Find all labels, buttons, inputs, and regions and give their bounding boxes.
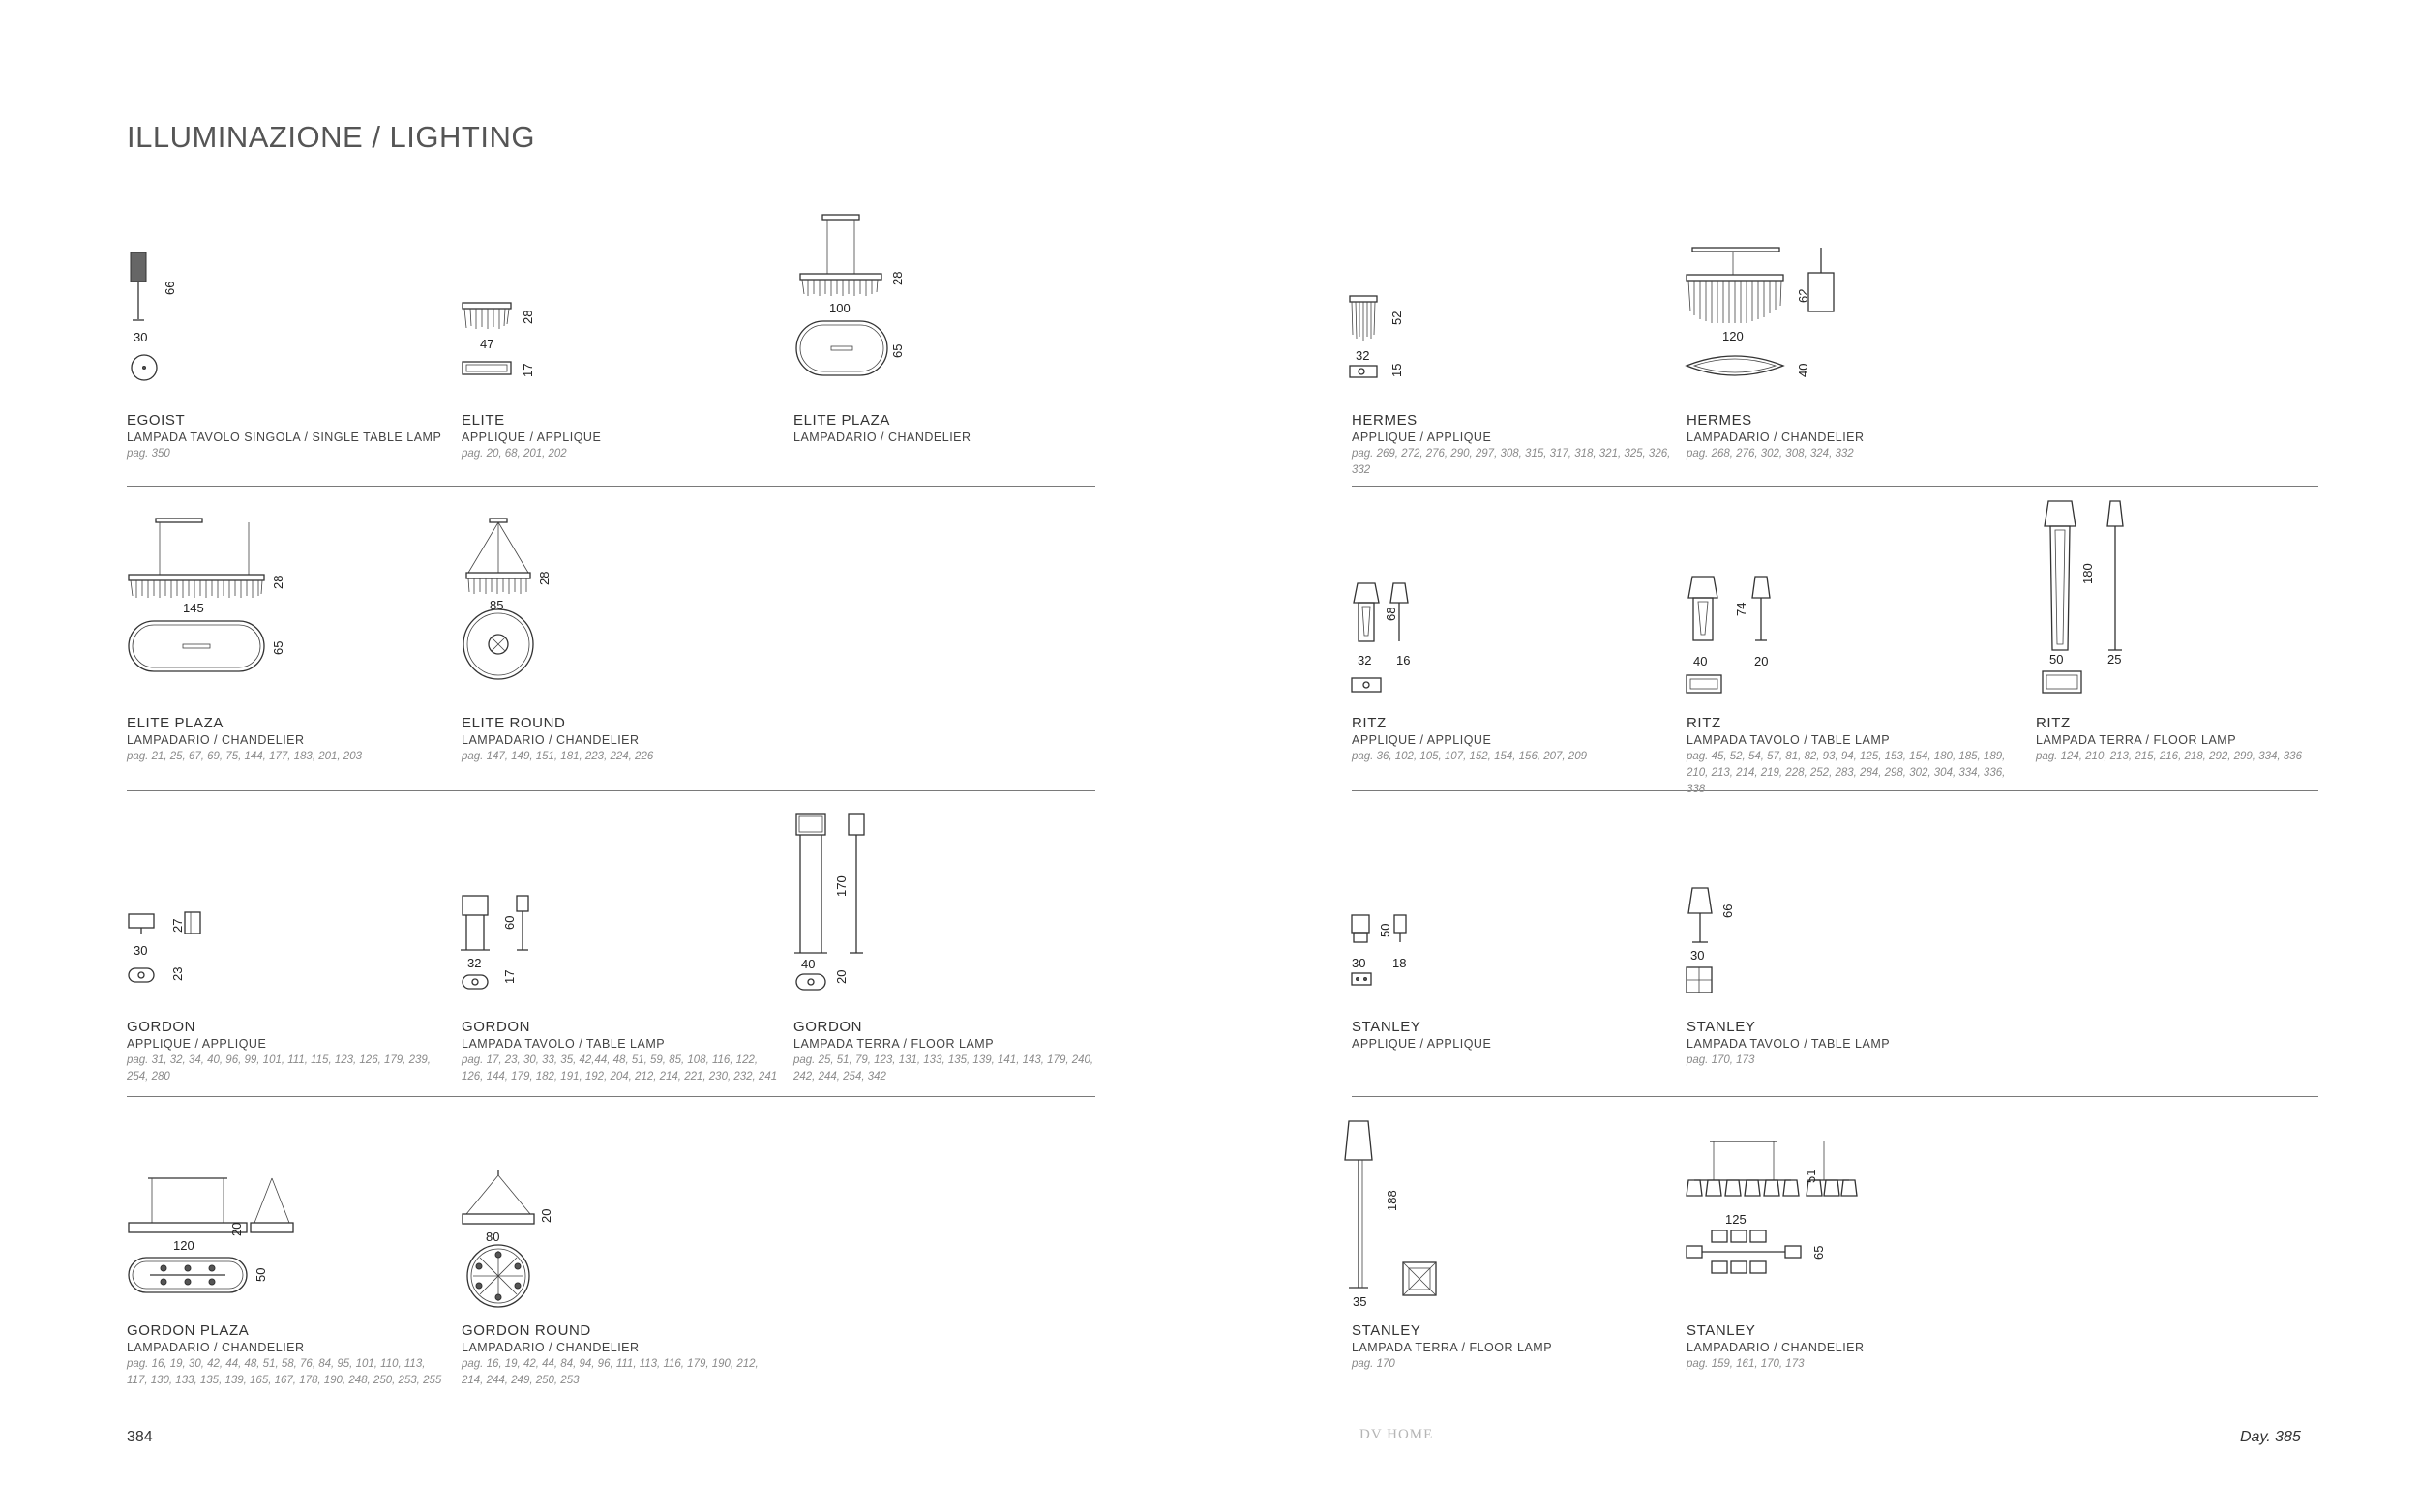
product-name: ELITE PLAZA <box>793 412 890 429</box>
product-pages: pag. 21, 25, 67, 69, 75, 144, 177, 183, 201, 203 <box>127 751 362 762</box>
svg-text:40: 40 <box>1796 363 1810 377</box>
product-name: GORDON ROUND <box>462 1322 591 1339</box>
product-type: LAMPADA TAVOLO / TABLE LAMP <box>1687 1037 1891 1051</box>
svg-text:17: 17 <box>521 363 535 377</box>
svg-text:23: 23 <box>170 966 185 981</box>
stanley-floor-drawing <box>1335 1117 1442 1311</box>
product-type: APPLIQUE / APPLIQUE <box>1352 733 1492 747</box>
svg-text:28: 28 <box>890 271 905 285</box>
svg-text:65: 65 <box>271 640 285 655</box>
product-pages: pag. 25, 51, 79, 123, 131, 133, 135, 139, 141, 143, 179, 240, 242, 244, 254, 342 <box>793 1054 1094 1082</box>
svg-text:18: 18 <box>1392 956 1407 970</box>
product-type: LAMPADA TERRA / FLOOR LAMP <box>793 1037 995 1051</box>
product-pages: pag. 268, 276, 302, 308, 324, 332 <box>1687 448 1854 460</box>
svg-text:35: 35 <box>1353 1294 1367 1309</box>
ritz-floor-drawing <box>2037 495 2153 703</box>
product-pages: pag. 170 <box>1352 1358 1395 1370</box>
product-pages: pag. 16, 19, 30, 42, 44, 48, 51, 58, 76, 84, 95, 101, 110, 113, 117, 130, 133, 135, 139, 165, 167, 178, 190, 248, 250, 253, 255 <box>127 1358 442 1386</box>
product-name: RITZ <box>1687 715 1721 731</box>
svg-text:66: 66 <box>163 281 177 295</box>
ritz-applique-drawing <box>1340 576 1447 701</box>
svg-text:188: 188 <box>1385 1190 1399 1211</box>
svg-text:51: 51 <box>1804 1169 1818 1183</box>
svg-text:30: 30 <box>1690 948 1705 963</box>
product-type: LAMPADARIO / CHANDELIER <box>462 733 640 747</box>
svg-text:85: 85 <box>490 598 504 612</box>
product-type: LAMPADA TERRA / FLOOR LAMP <box>1352 1341 1553 1354</box>
svg-text:32: 32 <box>467 956 482 970</box>
row-divider <box>127 1096 1095 1097</box>
product-pages: pag. 45, 52, 54, 57, 81, 82, 93, 94, 125, 153, 154, 180, 185, 189, 210, 213, 214, 219, 228, 252, 283, 284, 298, 302, 304, 334, 336, 338 <box>1687 751 2006 795</box>
product-type: LAMPADARIO / CHANDELIER <box>1687 430 1865 444</box>
row-divider <box>1352 486 2318 487</box>
svg-text:32: 32 <box>1356 348 1370 363</box>
product-type: LAMPADA TAVOLO / TABLE LAMP <box>462 1037 666 1051</box>
hermes-chandelier-drawing <box>1679 242 1853 387</box>
elite-drawing <box>455 295 552 392</box>
product-name: GORDON <box>793 1019 863 1035</box>
svg-text:17: 17 <box>502 969 517 984</box>
product-name: STANLEY <box>1352 1019 1421 1035</box>
product-name: STANLEY <box>1687 1019 1756 1035</box>
product-pages: pag. 147, 149, 151, 181, 223, 224, 226 <box>462 751 654 762</box>
elite-round-drawing <box>455 513 571 687</box>
product-type: LAMPADARIO / CHANDELIER <box>793 430 971 444</box>
svg-text:180: 180 <box>2080 563 2095 584</box>
product-name: STANLEY <box>1687 1322 1756 1339</box>
svg-text:28: 28 <box>271 575 285 589</box>
product-type: LAMPADARIO / CHANDELIER <box>1687 1341 1865 1354</box>
product-pages: pag. 269, 272, 276, 290, 297, 308, 315, 317, 318, 321, 325, 326, 332 <box>1352 448 1671 476</box>
svg-text:125: 125 <box>1725 1212 1747 1227</box>
svg-text:50: 50 <box>1378 923 1392 937</box>
svg-text:28: 28 <box>521 310 535 324</box>
ritz-table-drawing <box>1679 569 1795 704</box>
svg-text:80: 80 <box>486 1230 500 1244</box>
product-pages: pag. 350 <box>127 448 170 460</box>
svg-text:25: 25 <box>2107 652 2122 667</box>
product-pages: pag. 20, 68, 201, 202 <box>462 448 567 460</box>
svg-text:30: 30 <box>134 330 148 344</box>
svg-text:74: 74 <box>1734 602 1748 616</box>
product-name: GORDON PLAZA <box>127 1322 250 1339</box>
product-name: ELITE PLAZA <box>127 715 224 731</box>
product-name: STANLEY <box>1352 1322 1421 1339</box>
svg-text:28: 28 <box>537 571 552 585</box>
product-type: LAMPADA TAVOLO / TABLE LAMP <box>1687 733 1891 747</box>
svg-text:40: 40 <box>1693 654 1708 668</box>
gordon-round-drawing <box>455 1166 561 1311</box>
product-type: APPLIQUE / APPLIQUE <box>1352 430 1492 444</box>
stanley-chandelier-drawing <box>1679 1132 1872 1296</box>
gordon-applique-drawing <box>121 904 227 992</box>
svg-text:47: 47 <box>480 337 494 351</box>
left-page-number: 384 <box>127 1429 153 1445</box>
svg-text:120: 120 <box>173 1238 194 1253</box>
product-pages: pag. 31, 32, 34, 40, 96, 99, 101, 111, 115, 123, 126, 179, 239, 254, 280 <box>127 1054 431 1082</box>
svg-text:60: 60 <box>502 915 517 930</box>
product-type: LAMPADARIO / CHANDELIER <box>127 1341 305 1354</box>
product-pages: pag. 124, 210, 213, 215, 216, 218, 292, 299, 334, 336 <box>2036 751 2302 762</box>
product-name: RITZ <box>1352 715 1387 731</box>
product-name: HERMES <box>1687 412 1752 429</box>
product-name: RITZ <box>2036 715 2071 731</box>
brand-logo: DV HOME <box>1359 1427 1434 1442</box>
svg-text:100: 100 <box>829 301 851 315</box>
right-page-number: Day. 385 <box>2240 1429 2301 1445</box>
product-name: HERMES <box>1352 412 1418 429</box>
gordon-table-drawing <box>455 890 561 996</box>
svg-text:68: 68 <box>1384 607 1398 621</box>
svg-text:145: 145 <box>183 601 204 615</box>
product-type: APPLIQUE / APPLIQUE <box>462 430 602 444</box>
product-pages: pag. 170, 173 <box>1687 1054 1755 1066</box>
svg-text:30: 30 <box>1352 956 1366 970</box>
row-divider <box>127 790 1095 791</box>
svg-text:62: 62 <box>1796 288 1810 303</box>
product-type: APPLIQUE / APPLIQUE <box>1352 1037 1492 1051</box>
product-name: ELITE <box>462 412 505 429</box>
row-divider <box>127 486 1095 487</box>
svg-text:15: 15 <box>1389 363 1404 377</box>
svg-text:20: 20 <box>539 1208 553 1223</box>
product-type: LAMPADA TAVOLO SINGOLA / SINGLE TABLE LAMP <box>127 430 442 444</box>
product-type: LAMPADA TERRA / FLOOR LAMP <box>2036 733 2237 747</box>
stanley-applique-drawing <box>1340 909 1447 996</box>
product-pages: pag. 16, 19, 42, 44, 84, 94, 96, 111, 113, 116, 179, 190, 212, 214, 244, 249, 250, 253 <box>462 1358 759 1386</box>
svg-text:65: 65 <box>1811 1245 1826 1260</box>
svg-text:32: 32 <box>1358 653 1372 667</box>
elite-plaza-drawing <box>789 211 924 385</box>
egoist-drawing <box>121 247 198 392</box>
svg-text:20: 20 <box>229 1222 244 1236</box>
gordon-plaza-drawing <box>121 1171 305 1306</box>
svg-text:20: 20 <box>834 969 849 984</box>
svg-text:27: 27 <box>170 918 185 933</box>
product-name: GORDON <box>127 1019 196 1035</box>
product-pages: pag. 17, 23, 30, 33, 35, 42,44, 48, 51, 59, 85, 108, 116, 122, 126, 144, 179, 182, 191, 192, 204, 212, 214, 221, 230, 232, 241 <box>462 1054 778 1082</box>
svg-text:52: 52 <box>1389 311 1404 325</box>
product-pages: pag. 36, 102, 105, 107, 152, 154, 156, 207, 209 <box>1352 751 1587 762</box>
gordon-floor-drawing <box>789 808 895 996</box>
product-pages: pag. 159, 161, 170, 173 <box>1687 1358 1805 1370</box>
product-type: APPLIQUE / APPLIQUE <box>127 1037 267 1051</box>
hermes-applique-drawing <box>1340 290 1418 387</box>
page-title: ILLUMINAZIONE / LIGHTING <box>127 120 535 154</box>
svg-text:120: 120 <box>1722 329 1744 343</box>
svg-text:30: 30 <box>134 943 148 958</box>
svg-text:65: 65 <box>890 343 905 358</box>
row-divider <box>1352 1096 2318 1097</box>
stanley-table-drawing <box>1679 882 1785 998</box>
product-name: ELITE ROUND <box>462 715 566 731</box>
elite-plaza-145-drawing <box>121 513 295 677</box>
svg-text:16: 16 <box>1396 653 1411 667</box>
product-name: GORDON <box>462 1019 531 1035</box>
product-name: EGOIST <box>127 412 186 429</box>
svg-text:50: 50 <box>2049 652 2064 667</box>
svg-text:50: 50 <box>254 1267 268 1282</box>
svg-text:66: 66 <box>1720 904 1735 918</box>
svg-text:20: 20 <box>1754 654 1769 668</box>
product-type: LAMPADARIO / CHANDELIER <box>127 733 305 747</box>
svg-text:170: 170 <box>834 875 849 897</box>
svg-text:40: 40 <box>801 957 816 971</box>
product-type: LAMPADARIO / CHANDELIER <box>462 1341 640 1354</box>
